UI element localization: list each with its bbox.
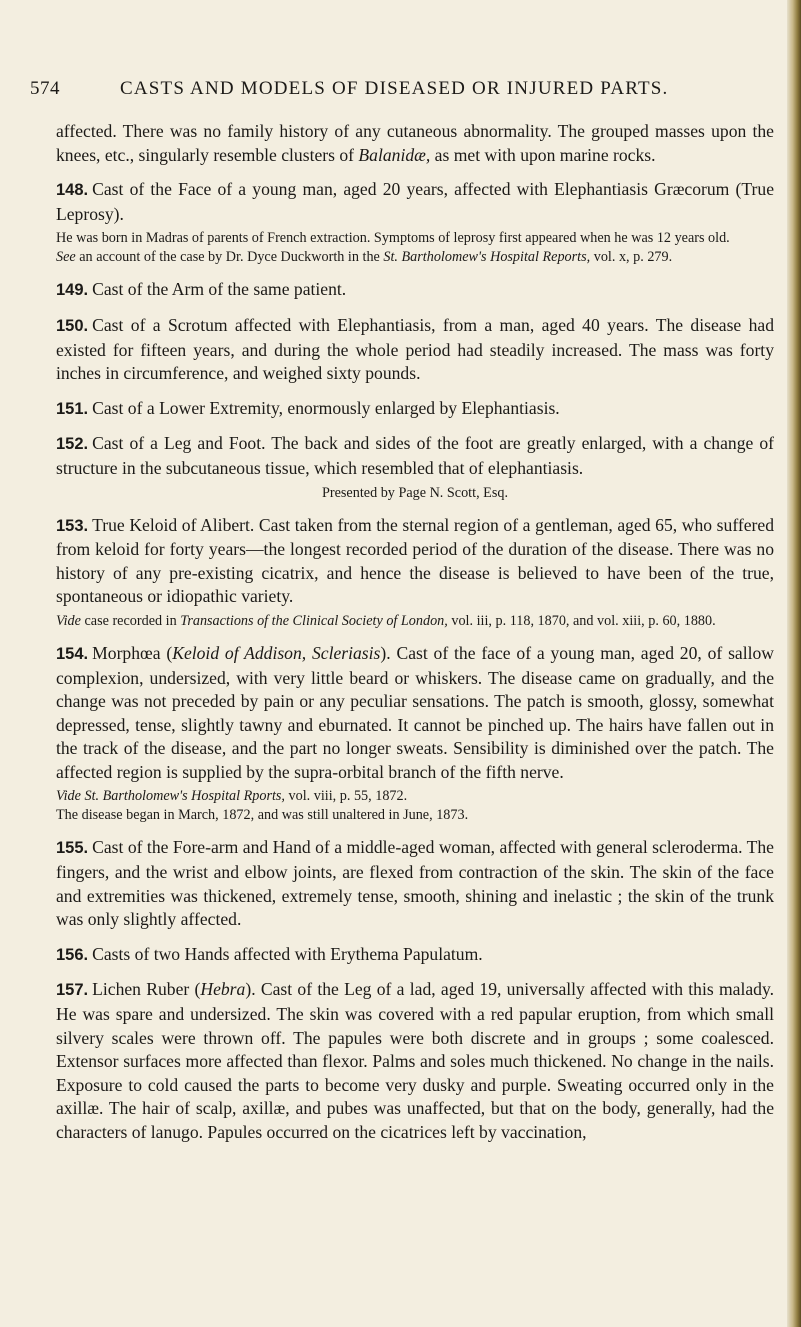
entry-text: Cast of a Scrotum affected with Elephantiasis, from a man, aged 40 years. The disease had existed for fifteen years, and during the whole period had steadily increased. The mass was forty inches in circumference, and weighed sixty pounds. <box>56 314 774 384</box>
catalogue-entry-150 <box>56 314 774 386</box>
entry-text: True Keloid of Alibert. Cast taken from the sternal region of a gentleman, aged 65, who suffered from keloid for forty years—the longest recorded period of the duration of the disease. There was no history of any pre-existing cicatrix, and hence the disease is believed to have been of the true, spontaneous or idiopathic variety. <box>56 514 774 607</box>
catalogue-entry-151 <box>56 397 774 422</box>
entry-number: 155. <box>56 839 89 858</box>
entry-number: 150. <box>56 316 89 335</box>
entry-number: 156. <box>56 945 89 964</box>
page-title: CASTS AND MODELS OF DISEASED OR INJURED PARTS. <box>120 78 669 99</box>
catalogue-entry-154: 154. Morphœa (Keloid of Addison, Scleriasis). Cast of the face of a young man, aged 20, of sallow complexion, undersized, with very little beard or whiskers. The disease came on gradually, and the change was not preceded by pain or any peculiar sensations. The patch is smooth, glossy, somewhat depressed, tense, slightly tawny and eburnated. It cannot be pinched up. The hairs have fallen out in the track of the disease, and the part no longer sweats. Sensibility is diminished over the patch. The affected region is supplied by the supra-orbital branch of the fifth nerve. Vide St. Bartholomew's Hospital Rports, vol. viii, p. 55, 1872. The disease began in March, 1872, and was still unaltered in June, 1873. <box>56 642 775 824</box>
entry-text: Casts of two Hands affected with Erythema Papulatum. <box>92 943 483 964</box>
page-binding-edge <box>787 0 801 1327</box>
catalogue-entry-148 <box>56 178 774 267</box>
catalogue-entry-152 <box>56 432 774 502</box>
entry-note: The disease began in March, 1872, and was still unaltered in June, 1873. <box>56 807 469 824</box>
entry-number: 157. <box>56 981 89 1000</box>
catalogue-entry-157: 157. Lichen Ruber (Hebra). Cast of the Leg of a lad, aged 19, universally affected with this malady. He was spare and undersized. The skin was covered with a red papular eruption, from which small silvery scales were thrown off. The papules were both discrete and in groups ; some coalesced. Extensor surfaces more affected than flexor. Palms and soles much thickened. No change in the nails. Exposure to cold caused the parts to become very dusky and purple. Sweating occurred only in the axillæ. The hair of scalp, axillæ, and pubes was unaffected, but that on the body, generally, had the characters of lanugo. Papules occurred on the cicatrices left by vaccination, <box>56 979 774 1142</box>
entry-text: Cast of the Fore-arm and Hand of a middle-aged woman, affected with general scleroderma. The fingers, and the wrist and elbow joints, are flexed from contraction of the skin. The skin of the face and extremities was thickened, extremely tense, smooth, shining and inelastic ; the skin of the trunk was only slightly affected. <box>56 837 774 930</box>
entry-number: 152. <box>56 435 89 454</box>
entry-reference: See an account of the case by Dr. Dyce Duckworth in the St. Bartholomew's Hospital Reports, vol. x, p. 279. <box>56 249 673 266</box>
entry-note: He was born in Madras of parents of French extraction. Symptoms of leprosy first appeared when he was 12 years old. <box>56 230 730 247</box>
entry-reference: Vide St. Bartholomew's Hospital Rports, vol. viii, p. 55, 1872. <box>56 788 408 805</box>
entry-number: 154. <box>56 644 89 663</box>
entry-number: 149. <box>56 281 89 300</box>
presented-by: Presented by Page N. Scott, Esq. <box>322 484 508 501</box>
entry-text: Cast of the Arm of the same patient. <box>92 279 347 300</box>
entry-reference: Vide case recorded in Transactions of the Clinical Society of London, vol. iii, p. 118, 1870, and vol. xiii, p. 60, 1880. <box>56 612 716 629</box>
entry-text: Cast of a Lower Extremity, enormously enlarged by Elephantiasis. <box>92 397 560 418</box>
page-body <box>56 120 774 1145</box>
running-head <box>30 78 770 102</box>
intro-paragraph: affected. There was no family history of any cutaneous abnormality. The grouped masses upon the knees, etc., singularly resemble clusters of Balanidæ, as met with upon marine rocks. <box>56 121 774 165</box>
catalogue-entry-149 <box>56 278 774 303</box>
entry-text: Cast of the Face of a young man, aged 20 years, affected with Elephantiasis Græcorum (True Leprosy). <box>56 179 774 224</box>
catalogue-entry-155 <box>56 836 774 931</box>
entry-number: 153. <box>56 516 89 535</box>
catalogue-entry-156 <box>56 943 774 968</box>
catalogue-entry-153 <box>56 514 774 631</box>
page-number: 574 <box>30 78 60 99</box>
entry-number: 151. <box>56 399 89 418</box>
entry-text: Cast of a Leg and Foot. The back and sides of the foot are greatly enlarged, with a change of structure in the subcutaneous tissue, which resembled that of elephantiasis. <box>56 433 774 478</box>
entry-number: 148. <box>56 181 89 200</box>
